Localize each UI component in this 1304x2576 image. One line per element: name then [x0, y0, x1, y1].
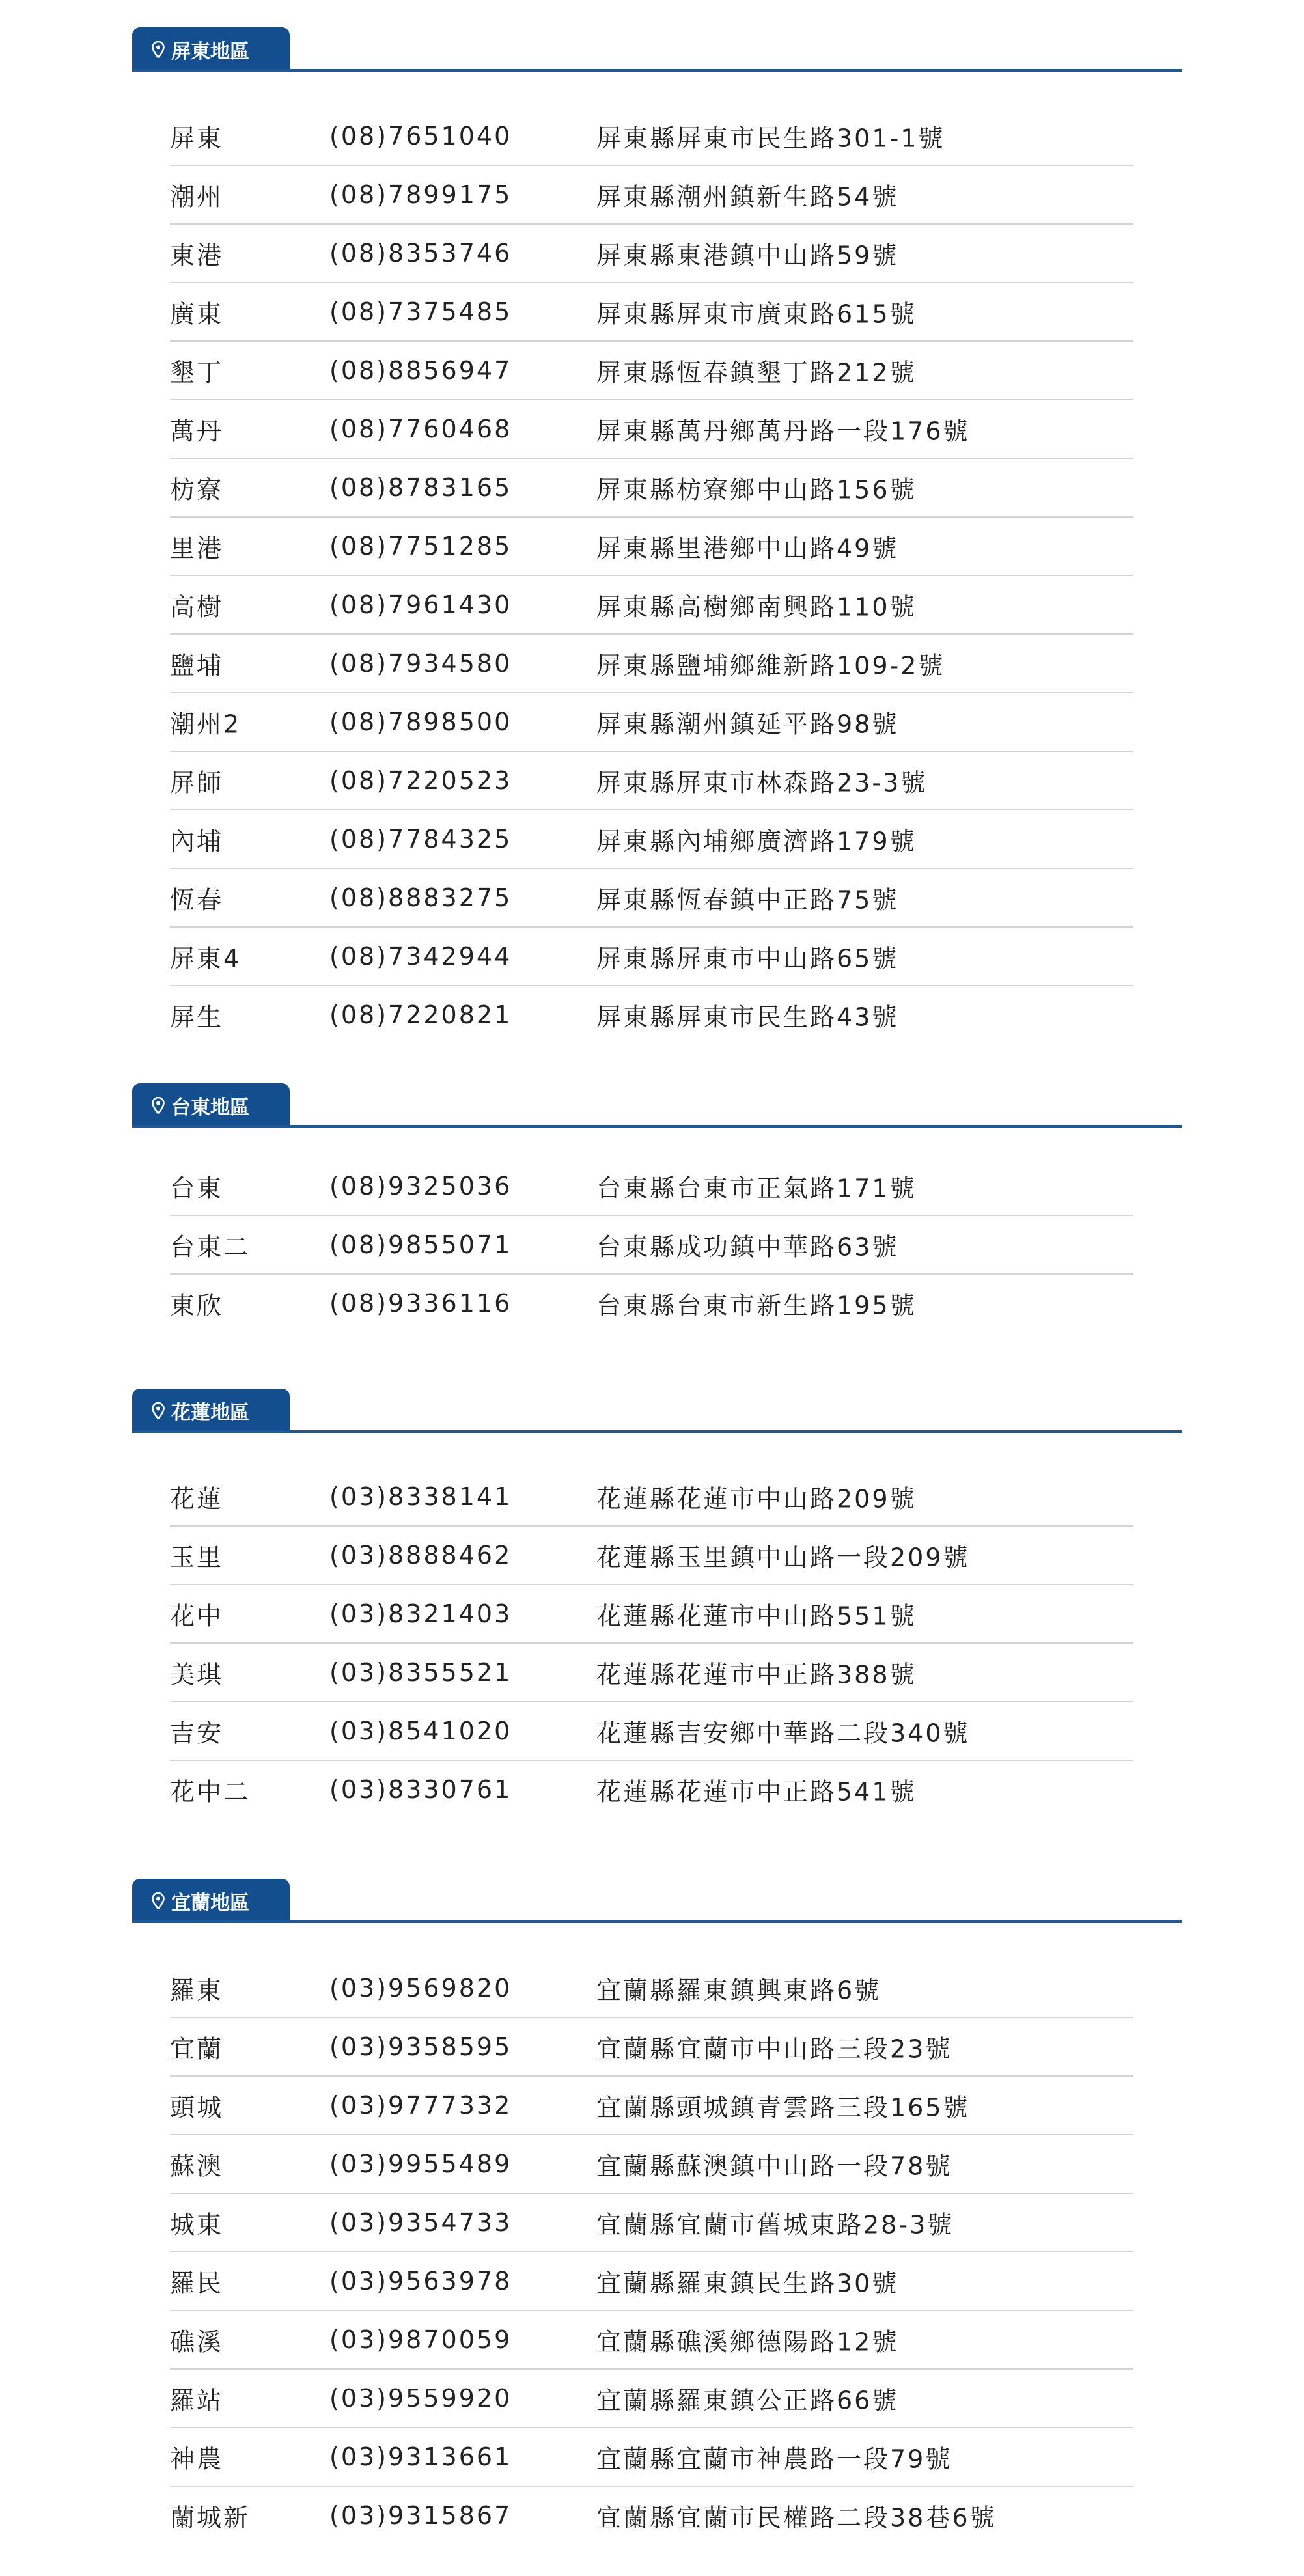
branch-name: 恆春: [170, 885, 224, 915]
branch-row: [170, 576, 1133, 635]
branch-phone: (03)9569820: [329, 1974, 512, 2002]
branch-phone: (03)9870059: [329, 2325, 512, 2354]
branch-address: 屏東縣里港鄉中山路49號: [596, 534, 899, 563]
branch-phone: (08)7898500: [329, 708, 512, 736]
branch-name: 萬丹: [170, 417, 224, 446]
branch-phone: (08)8883275: [329, 883, 512, 912]
location-pin-icon: [152, 1097, 165, 1114]
branch-row: [170, 2135, 1133, 2194]
branch-name: 頭城: [170, 2093, 224, 2122]
branch-name: 東欣: [170, 1291, 224, 1320]
branch-address: 宜蘭縣礁溪鄉德陽路12號: [596, 2327, 899, 2357]
region-taitung: [132, 1083, 1182, 1320]
branch-row: [170, 1275, 1133, 1332]
branch-address: 台東縣台東市新生路195號: [596, 1291, 917, 1320]
branch-row: [170, 342, 1133, 400]
branch-address: 屏東縣屏東市民生路43號: [596, 1003, 899, 1032]
branch-phone: (08)7760468: [329, 415, 512, 443]
branch-name: 玉里: [170, 1543, 224, 1572]
branch-address: 宜蘭縣羅東鎮公正路66號: [596, 2386, 899, 2415]
branch-address: 屏東縣恆春鎮中正路75號: [596, 885, 899, 915]
branch-phone: (03)8888462: [329, 1541, 512, 1570]
region-yilan: [132, 1879, 1182, 2532]
branch-row: [170, 2194, 1133, 2252]
branch-row: [170, 1585, 1133, 1644]
branch-phone: (03)9559920: [329, 2384, 512, 2413]
branch-row: [170, 1216, 1133, 1275]
branch-row: [170, 2428, 1133, 2487]
branch-row: [170, 400, 1133, 459]
branch-phone: (03)8541020: [329, 1717, 512, 1745]
branch-name: 屏東4: [170, 944, 242, 973]
branch-phone: (08)8783165: [329, 473, 512, 502]
region-tab[interactable]: [132, 1389, 290, 1433]
branch-phone: (08)8856947: [329, 356, 512, 385]
branch-name: 花中: [170, 1601, 224, 1631]
branch-name: 屏東: [170, 124, 224, 153]
branch-phone: (03)9563978: [329, 2267, 512, 2295]
branch-phone: (08)7342944: [329, 942, 512, 971]
branch-name: 宜蘭: [170, 2034, 224, 2064]
branch-row: [170, 283, 1133, 342]
branch-name: 里港: [170, 534, 224, 563]
branch-address: 台東縣成功鎮中華路63號: [596, 1232, 899, 1262]
branch-row: [170, 693, 1133, 752]
branch-phone: (03)9358595: [329, 2032, 512, 2061]
branch-address: 花蓮縣花蓮市中山路209號: [596, 1484, 917, 1514]
branch-name: 城東: [170, 2210, 224, 2239]
branch-address: 屏東縣枋寮鄉中山路156號: [596, 475, 917, 505]
region-header: [132, 27, 1182, 72]
branch-address: 屏東縣潮州鎮延平路98號: [596, 710, 899, 739]
branch-address: 屏東縣高樹鄉南興路110號: [596, 592, 917, 622]
branch-row: [170, 752, 1133, 810]
branch-name: 屏師: [170, 768, 224, 797]
branch-name: 台東二: [170, 1232, 251, 1262]
branch-phone: (03)8355521: [329, 1658, 512, 1687]
region-title: 花蓮地區: [171, 1402, 249, 1424]
branch-row: [170, 2370, 1133, 2428]
branch-row: [170, 1761, 1133, 1818]
branch-address: 屏東縣潮州鎮新生路54號: [596, 182, 899, 212]
branch-address: 屏東縣屏東市廣東路615號: [596, 299, 917, 329]
branch-row: [170, 2018, 1133, 2077]
branch-phone: (08)9336116: [329, 1289, 512, 1318]
branch-phone: (03)8321403: [329, 1600, 512, 1628]
branch-row: [170, 518, 1133, 576]
branch-row: [170, 2077, 1133, 2135]
branch-address: 屏東縣屏東市民生路301-1號: [596, 124, 945, 153]
branch-phone: (08)7220821: [329, 1001, 512, 1029]
branch-name: 羅站: [170, 2386, 224, 2415]
branch-row: [170, 166, 1133, 225]
branch-name: 屏生: [170, 1003, 224, 1032]
branch-name: 東港: [170, 241, 224, 270]
branch-phone: (03)8330761: [329, 1775, 512, 1804]
branch-address: 台東縣台東市正氣路171號: [596, 1174, 917, 1203]
branch-name: 礁溪: [170, 2327, 224, 2357]
branch-name: 美琪: [170, 1660, 224, 1689]
region-title: 台東地區: [171, 1096, 249, 1119]
region-pingtung: [132, 27, 1182, 1032]
branch-address: 花蓮縣玉里鎮中山路一段209號: [596, 1543, 970, 1572]
branch-address: 宜蘭縣蘇澳鎮中山路一段78號: [596, 2152, 952, 2181]
branch-row: [170, 986, 1133, 1044]
branch-address: 宜蘭縣宜蘭市民權路二段38巷6號: [596, 2503, 997, 2532]
branch-address: 屏東縣屏東市林森路23-3號: [596, 768, 928, 797]
branch-row: [170, 869, 1133, 928]
branch-phone: (03)9777332: [329, 2091, 512, 2120]
branch-address: 屏東縣恆春鎮墾丁路212號: [596, 358, 917, 387]
region-hualien: [132, 1389, 1182, 1807]
branch-name: 羅東: [170, 1976, 224, 2005]
region-header: [132, 1083, 1182, 1128]
branch-row: [170, 225, 1133, 283]
region-title: 宜蘭地區: [171, 1892, 249, 1915]
branch-name: 潮州: [170, 182, 224, 212]
location-pin-icon: [152, 1402, 165, 1419]
region-tab[interactable]: [132, 27, 290, 72]
branch-row: [170, 2487, 1133, 2544]
branch-name: 台東: [170, 1174, 224, 1203]
branch-address: 屏東縣萬丹鄉萬丹路一段176號: [596, 417, 970, 446]
branch-row: [170, 635, 1133, 693]
branch-row: [170, 928, 1133, 986]
branch-name: 內埔: [170, 827, 224, 856]
branch-row: [170, 1702, 1133, 1761]
region-tab[interactable]: [132, 1879, 290, 1923]
branch-phone: (08)7651040: [329, 122, 512, 150]
branch-row: [170, 1644, 1133, 1702]
branch-name: 羅民: [170, 2269, 224, 2298]
branch-row: [170, 810, 1133, 869]
branch-phone: (08)7375485: [329, 298, 512, 326]
branch-row: [170, 107, 1133, 166]
branch-row: [170, 2311, 1133, 2370]
branch-address: 屏東縣內埔鄉廣濟路179號: [596, 827, 917, 856]
branch-name: 吉安: [170, 1719, 224, 1748]
region-header: [132, 1389, 1182, 1433]
branch-name: 神農: [170, 2444, 224, 2474]
branch-phone: (08)7220523: [329, 766, 512, 795]
branch-phone: (03)9313661: [329, 2443, 512, 2471]
branch-row: [170, 1527, 1133, 1585]
branch-name: 廣東: [170, 299, 224, 329]
branch-phone: (08)9855071: [329, 1230, 512, 1259]
branch-row: [170, 2252, 1133, 2311]
location-pin-icon: [152, 41, 165, 58]
branch-phone: (08)7751285: [329, 532, 512, 561]
branch-address: 花蓮縣花蓮市中山路551號: [596, 1601, 917, 1631]
branch-address: 宜蘭縣宜蘭市舊城東路28-3號: [596, 2210, 954, 2239]
branch-address: 宜蘭縣羅東鎮興東路6號: [596, 1976, 881, 2005]
branch-row: [170, 1468, 1133, 1527]
branch-name: 花蓮: [170, 1484, 224, 1514]
branch-phone: (08)8353746: [329, 239, 512, 268]
branch-address: 花蓮縣花蓮市中正路541號: [596, 1777, 917, 1807]
branch-phone: (08)7934580: [329, 649, 512, 678]
branch-name: 高樹: [170, 592, 224, 622]
branch-name: 枋寮: [170, 475, 224, 505]
branch-address: 宜蘭縣宜蘭市中山路三段23號: [596, 2034, 952, 2064]
branch-address: 屏東縣屏東市中山路65號: [596, 944, 899, 973]
branch-row: [170, 1960, 1133, 2018]
region-tab[interactable]: [132, 1083, 290, 1128]
branch-address: 花蓮縣吉安鄉中華路二段340號: [596, 1719, 970, 1748]
branch-phone: (03)9354733: [329, 2208, 512, 2237]
branch-phone: (03)8338141: [329, 1482, 512, 1511]
branch-name: 潮州2: [170, 710, 242, 739]
branch-name: 蘇澳: [170, 2152, 224, 2181]
branch-phone: (03)9955489: [329, 2150, 512, 2178]
branch-row: [170, 1157, 1133, 1216]
location-pin-icon: [152, 1892, 165, 1909]
region-header: [132, 1879, 1182, 1923]
branch-address: 宜蘭縣羅東鎮民生路30號: [596, 2269, 899, 2298]
branch-address: 屏東縣東港鎮中山路59號: [596, 241, 899, 270]
branch-row: [170, 459, 1133, 518]
branch-name: 花中二: [170, 1777, 251, 1807]
branch-address: 宜蘭縣頭城鎮青雲路三段165號: [596, 2093, 970, 2122]
branch-phone: (03)9315867: [329, 2501, 512, 2530]
branch-name: 鹽埔: [170, 651, 224, 680]
branch-address: 花蓮縣花蓮市中正路388號: [596, 1660, 917, 1689]
branch-phone: (08)7899175: [329, 180, 512, 209]
branch-phone: (08)7784325: [329, 825, 512, 853]
region-title: 屏東地區: [171, 40, 249, 63]
branch-phone: (08)7961430: [329, 590, 512, 619]
branch-address: 宜蘭縣宜蘭市神農路一段79號: [596, 2444, 952, 2474]
branch-address: 屏東縣鹽埔鄉維新路109-2號: [596, 651, 945, 680]
branch-name: 墾丁: [170, 358, 224, 387]
branch-phone: (08)9325036: [329, 1172, 512, 1200]
branch-name: 蘭城新: [170, 2503, 251, 2532]
